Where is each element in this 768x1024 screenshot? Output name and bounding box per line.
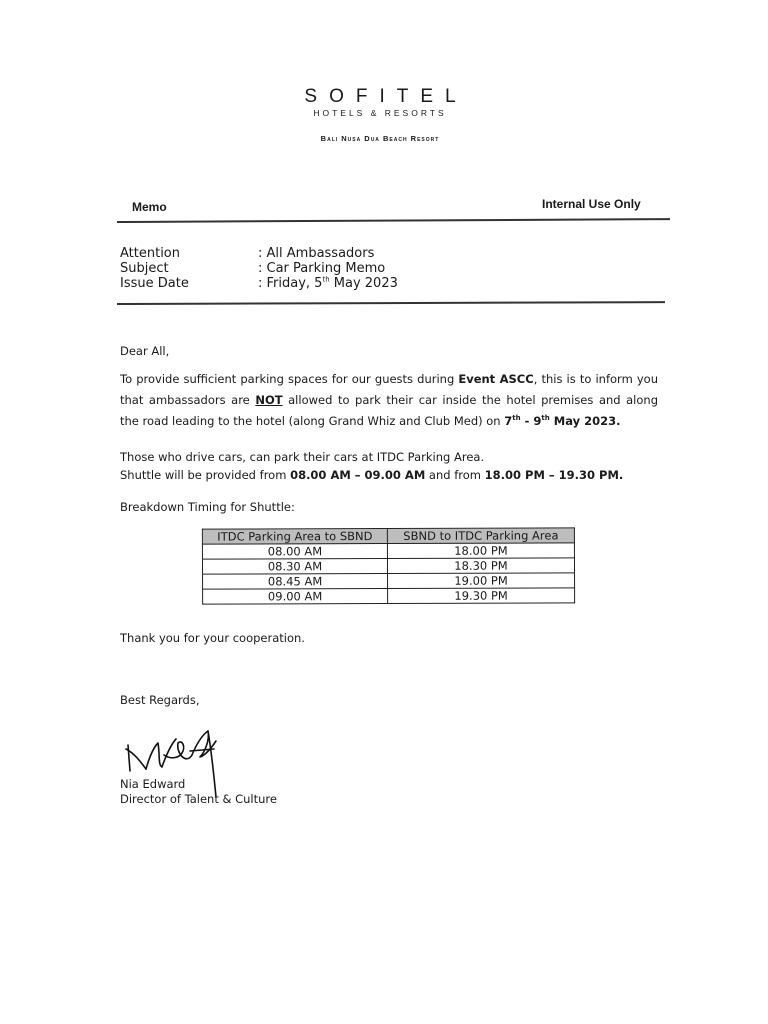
meta-issue-value: : Friday, 5th May 2023 bbox=[258, 275, 398, 291]
meta-issue-date bbox=[120, 276, 398, 291]
header-divider bbox=[117, 218, 670, 222]
table-cell: 08.00 AM bbox=[202, 544, 387, 560]
table-cell: 19.30 PM bbox=[388, 588, 575, 604]
brand-logo-wordmark: SOFITEL bbox=[304, 86, 468, 107]
table-cell: 19.00 PM bbox=[388, 573, 575, 589]
table-header-cell: SBND to ITDC Parking Area bbox=[387, 528, 574, 544]
meta-attention-value: : All Ambassadors bbox=[258, 246, 375, 261]
meta-subject-value: : Car Parking Memo bbox=[258, 261, 386, 276]
paragraph-1 bbox=[120, 372, 658, 429]
memo-label: Memo bbox=[132, 200, 167, 214]
signatory-name: Nia Edward bbox=[120, 777, 186, 791]
paragraph-2-line-1: Those who drive cars, can park their cars at ITDC Parking Area. bbox=[120, 450, 485, 464]
paragraph-1-line-2: that ambassadors are NOT allowed to park their car inside the hotel premises and along bbox=[120, 393, 659, 407]
greeting: Dear All, bbox=[120, 344, 170, 358]
shuttle-timetable bbox=[202, 527, 575, 604]
meta-divider bbox=[117, 301, 665, 304]
classification-label: Internal Use Only bbox=[542, 197, 641, 211]
meta-subject-key: Subject bbox=[120, 261, 169, 276]
table-cell: 18.00 PM bbox=[387, 543, 574, 559]
meta-subject bbox=[120, 261, 385, 276]
table-header-row bbox=[202, 528, 574, 544]
paragraph-1-line-3: the road leading to the hotel (along Grand Whiz and Club Med) on 7th - 9th May 2023. bbox=[120, 414, 621, 428]
signatory-title: Director of Talent & Culture bbox=[120, 792, 277, 806]
table-row bbox=[202, 558, 574, 574]
table-header-cell: ITDC Parking Area to SBND bbox=[202, 529, 387, 545]
paragraph-2 bbox=[120, 450, 623, 483]
meta-attention bbox=[120, 246, 374, 261]
table-row bbox=[203, 588, 575, 604]
table-cell: 08.30 AM bbox=[202, 559, 387, 575]
table-row bbox=[203, 573, 575, 589]
resort-name: Bali Nusa Dua Beach Resort bbox=[320, 134, 440, 143]
closing-regards: Best Regards, bbox=[120, 693, 200, 707]
table-row bbox=[202, 543, 574, 559]
paragraph-2-line-2: Shuttle will be provided from 08.00 AM – 09.00 AM and from 18.00 PM – 19.30 PM. bbox=[120, 468, 624, 482]
table-cell: 09.00 AM bbox=[203, 589, 388, 605]
breakdown-heading: Breakdown Timing for Shuttle: bbox=[120, 500, 295, 514]
table-cell: 18.30 PM bbox=[387, 558, 574, 574]
thanks-line: Thank you for your cooperation. bbox=[120, 631, 305, 645]
brand-tagline: HOTELS & RESORTS bbox=[313, 108, 447, 118]
paragraph-1-line-1: To provide sufficient parking spaces for our guests during Event ASCC, this is to inform you bbox=[120, 372, 658, 386]
meta-issue-key: Issue Date bbox=[120, 276, 189, 291]
table-cell: 08.45 AM bbox=[203, 574, 388, 590]
meta-attention-key: Attention bbox=[120, 246, 180, 261]
